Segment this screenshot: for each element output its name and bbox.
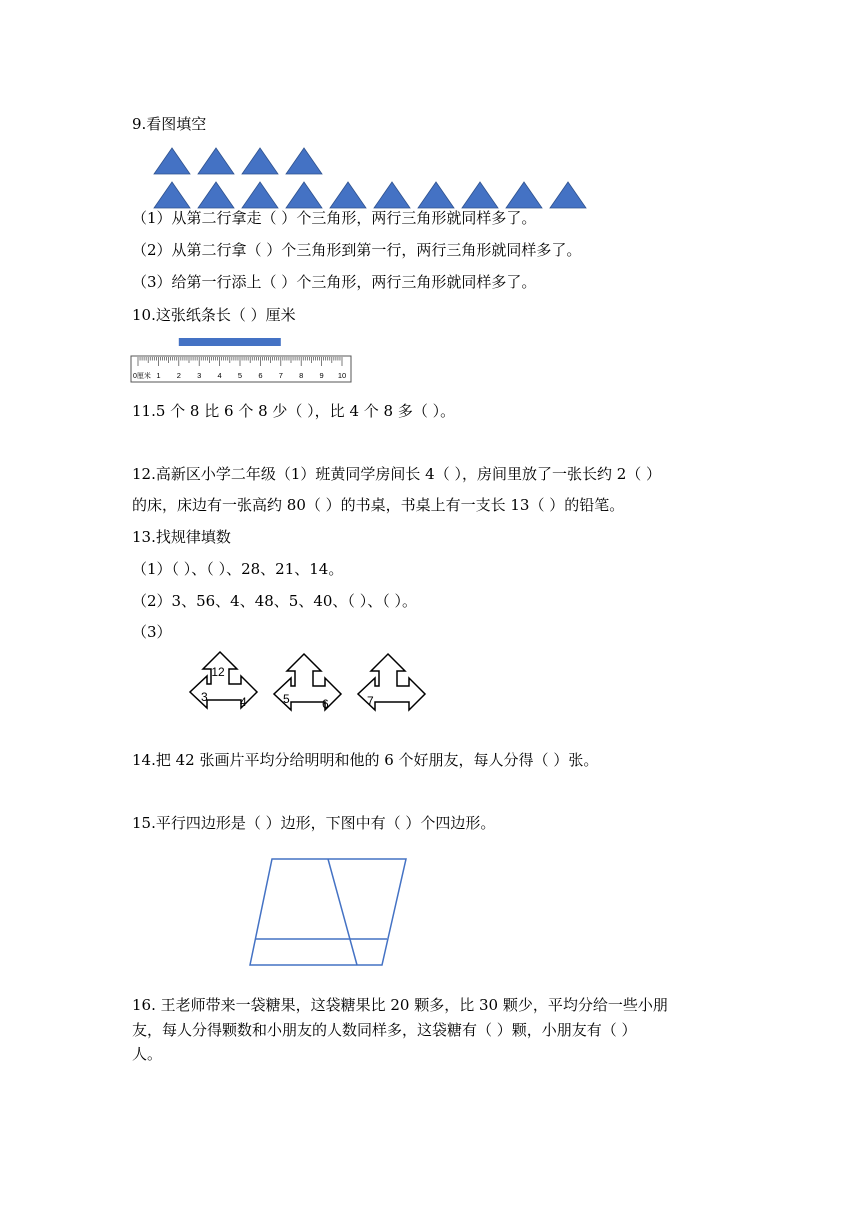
parallelogram-outline	[250, 859, 406, 965]
q9-triangles-figure	[150, 146, 590, 212]
slanted-divider-line	[328, 859, 357, 965]
arrow-shape-2	[274, 654, 341, 711]
arrow-1-left-number: 3	[201, 690, 208, 704]
arrow-shape-3	[358, 654, 425, 710]
q13-arrow-figures	[186, 650, 436, 720]
q13-item-3: （3）	[132, 623, 172, 641]
arrow-2-left-number: 5	[283, 692, 290, 706]
q13-item-1: （1）（ ）、（ ）、28、21、14。	[132, 560, 344, 578]
q10-ruler-figure	[130, 336, 354, 384]
ruler-number-9: 9	[319, 371, 324, 380]
arrow-1-right-number: 4	[240, 695, 247, 709]
triangle-row2-8	[462, 182, 498, 208]
triangle-row2-1	[154, 182, 190, 208]
q16-line-2: 友，每人分得颗数和小朋友的人数同样多，这袋糖有（ ）颗，小朋友有（ ）	[132, 1021, 637, 1039]
q16-line-3: 人。	[132, 1045, 163, 1063]
ruler-number-5: 5	[237, 371, 243, 380]
ruler-number-7: 7	[278, 371, 283, 380]
ruler-number-3: 3	[197, 371, 202, 380]
paper-strip	[179, 338, 281, 346]
triangle-row1-4	[286, 148, 322, 174]
q13-title: 13.找规律填数	[132, 528, 231, 546]
q11-text: 11.5 个 8 比 6 个 8 少（ ），比 4 个 8 多（ ）。	[132, 402, 456, 420]
q16-line-1: 16. 王老师带来一袋糖果，这袋糖果比 20 颗多，比 30 颗少，平均分给一些小朋	[132, 996, 668, 1014]
ruler-number-4: 4	[217, 371, 222, 380]
triangle-row2-3	[242, 182, 278, 208]
arrow-1-top-number: 12	[211, 665, 225, 679]
q15-parallelogram-figure	[248, 857, 410, 969]
triangle-row1-3	[242, 148, 278, 174]
q9-title: 9.看图填空	[132, 115, 207, 133]
q13-item-2: （2）3、56、4、48、5、40、（ ）、（ ）。	[132, 592, 417, 610]
triangle-row2-4	[286, 182, 322, 208]
triangle-row2-5	[330, 182, 366, 208]
q9-item-1: （1）从第二行拿走（ ）个三角形，两行三角形就同样多了。	[132, 209, 537, 227]
triangle-row2-9	[506, 182, 542, 208]
q14-text: 14.把 42 张画片平均分给明明和他的 6 个好朋友，每人分得（ ）张。	[132, 751, 599, 769]
ruler-number-2: 2	[176, 371, 181, 380]
q12-line-1: 12.高新区小学二年级（1）班黄同学房间长 4（ ），房间里放了一张长约 2（ ）	[132, 465, 662, 483]
ruler-number-6: 6	[258, 371, 263, 380]
arrow-3-left-number: 7	[367, 694, 374, 708]
q12-line-2: 的床，床边有一张高约 80（ ）的书桌，书桌上有一支长 13（ ）的铅笔。	[132, 496, 625, 514]
triangle-row2-7	[418, 182, 454, 208]
triangle-row2-10	[550, 182, 586, 208]
q10-title: 10.这张纸条长（ ）厘米	[132, 306, 296, 324]
ruler-number-1: 1	[156, 371, 161, 380]
triangle-row2-2	[198, 182, 234, 208]
triangle-row1-1	[154, 148, 190, 174]
q9-item-3: （3）给第一行添上（ ）个三角形，两行三角形就同样多了。	[132, 273, 537, 291]
triangle-row2-6	[374, 182, 410, 208]
q9-item-2: （2）从第二行拿（ ）个三角形到第一行，两行三角形就同样多了。	[132, 241, 582, 259]
triangle-row1-2	[198, 148, 234, 174]
ruler-number-10: 10	[337, 371, 347, 380]
arrow-shape-1	[190, 652, 257, 709]
arrow-2-right-number: 6	[322, 697, 329, 711]
ruler-unit-label: 0厘米	[133, 373, 151, 380]
ruler-number-8: 8	[299, 371, 304, 380]
q15-text: 15.平行四边形是（ ）边形，下图中有（ ）个四边形。	[132, 814, 496, 832]
